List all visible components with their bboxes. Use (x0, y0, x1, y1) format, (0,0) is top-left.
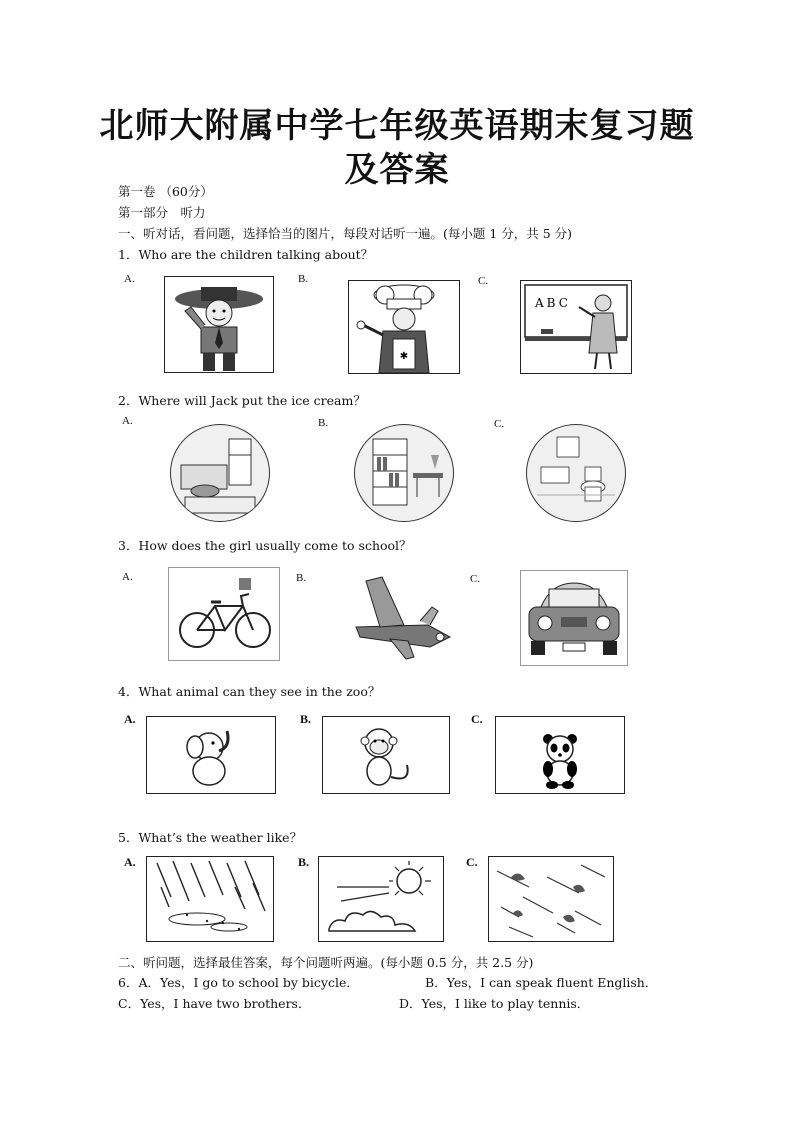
page-title: 北师大附属中学七年级英语期末复习题 (99, 106, 695, 146)
page-title-line2: 及答案 (344, 150, 450, 190)
teacher-icon (520, 280, 632, 374)
q6-option-d: D．Yes，I like to play tennis． (399, 996, 590, 1011)
q2-option-b: B. (318, 417, 329, 429)
question-5: 5．What’s the weather like？ (118, 830, 303, 845)
kitchen-icon (170, 424, 270, 522)
airplane-icon (350, 567, 456, 663)
monkey-icon (322, 716, 450, 794)
question-1: 1．Who are the children talking about？ (118, 247, 374, 262)
q2-option-a: A. (122, 415, 133, 427)
q4-option-c: C. (471, 712, 483, 726)
q6-option-c: C．Yes，I have two brothers． (118, 996, 311, 1011)
study-room-icon (354, 424, 454, 522)
bicycle-icon (168, 567, 280, 661)
q6-option-b: B．Yes，I can speak fluent English． (425, 975, 658, 990)
q5-option-c: C. (466, 855, 478, 869)
panda-icon (495, 716, 625, 794)
q3-option-a: A. (122, 571, 133, 583)
blackboard-text: ABC (535, 296, 571, 310)
q4-option-b: B. (300, 712, 312, 726)
question-2: 2．Where will Jack put the ice cream？ (118, 393, 366, 408)
windy-icon (488, 856, 614, 942)
question-4: 4．What animal can they see in the zoo？ (118, 684, 381, 699)
q2-option-c: C. (494, 418, 505, 430)
q3-option-b: B. (296, 572, 307, 584)
chef-icon (348, 280, 460, 374)
volume-heading: 第一卷 （60分） (118, 184, 213, 199)
section1-instruction: 一、听对话，看问题，选择恰当的图片，每段对话听一遍。(每小题 1 分，共 5 分) (118, 226, 573, 241)
police-officer-icon (164, 276, 274, 373)
car-icon (520, 570, 628, 666)
bathroom-icon (526, 424, 626, 522)
q6-option-a: 6．A．Yes，I go to school by bicycle． (118, 975, 359, 990)
sunny-icon (318, 856, 444, 942)
section2-instruction: 二、听问题，选择最佳答案，每个问题听两遍。(每小题 0.5 分，共 2.5 分) (118, 955, 534, 970)
q5-option-b: B. (298, 855, 310, 869)
q1-option-a: A. (124, 273, 135, 285)
q4-option-a: A. (124, 712, 136, 726)
question-3: 3．How does the girl usually come to school？ (118, 538, 412, 553)
rainy-icon (146, 856, 274, 942)
q1-option-c: C. (478, 275, 489, 287)
part-heading: 第一部分 听力 (118, 205, 206, 220)
svg-text:✱: ✱ (399, 351, 409, 362)
q3-option-c: C. (470, 573, 481, 585)
q1-option-b: B. (298, 273, 309, 285)
elephant-icon (146, 716, 276, 794)
q5-option-a: A. (124, 855, 136, 869)
